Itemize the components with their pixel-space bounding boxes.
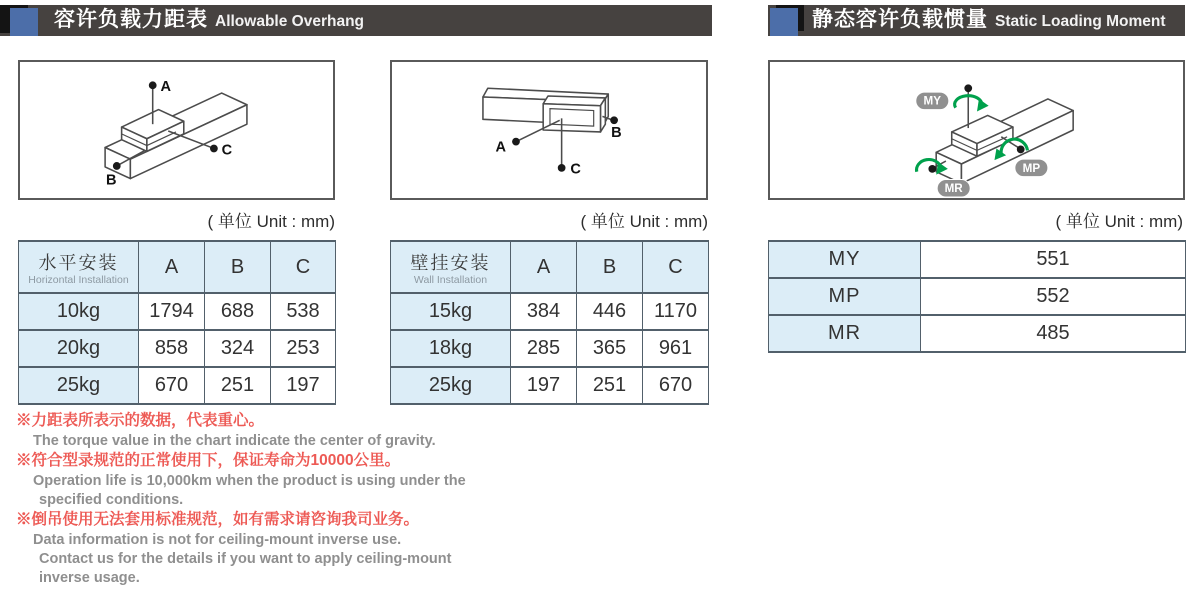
cell-value: 251 <box>577 367 643 404</box>
wall-installation-diagram <box>390 60 708 200</box>
row-label: MR <box>769 315 921 352</box>
unit-label: ( 单位 Unit : mm) <box>207 212 335 231</box>
note-zh: ※符合型录规范的正常使用下，保证寿命为10000公里。 <box>16 452 401 469</box>
table-row <box>769 241 1186 278</box>
table-row <box>769 278 1186 315</box>
cell-value: 858 <box>139 330 205 367</box>
row-label: 10kg <box>19 293 139 330</box>
dimension-b-label: B <box>106 172 117 189</box>
row-label: 20kg <box>19 330 139 367</box>
dimension-a-leader <box>496 120 560 155</box>
column-header-a: A <box>511 241 577 293</box>
row-label: 15kg <box>391 293 511 330</box>
table-title-en: Wall Installation <box>413 273 488 286</box>
section-title-en: Static Loading Moment <box>995 13 1166 30</box>
column-header-b: B <box>577 241 643 293</box>
table-title-zh: 壁挂安装 <box>410 252 491 273</box>
column-header-c: C <box>271 241 336 293</box>
note-en: The torque value in the chart indicate the center of gravity. <box>33 433 436 449</box>
section-title-zh: 容许负载力距表 <box>54 8 208 31</box>
cell-value: 538 <box>271 293 336 330</box>
note-zh: ※力距表所表示的数据，代表重心。 <box>16 412 265 429</box>
cell-value: 961 <box>643 330 709 367</box>
section-title-zh: 静态容许负载惯量 <box>812 8 988 31</box>
cell-value: 446 <box>577 293 643 330</box>
table-header-title <box>19 241 139 293</box>
cell-value: 670 <box>643 367 709 404</box>
cell-value: 253 <box>271 330 336 367</box>
moment-mp-label: MP <box>1022 161 1041 175</box>
table-row <box>19 293 336 330</box>
table-row <box>769 315 1186 352</box>
column-header-b: B <box>205 241 271 293</box>
header-blue-square <box>10 8 38 36</box>
horizontal-installation-table <box>18 240 336 405</box>
table-header-row <box>19 241 336 293</box>
cell-value: 552 <box>921 278 1186 315</box>
section-header-static-loading-moment <box>768 5 1185 36</box>
unit-label: ( 单位 Unit : mm) <box>580 212 708 231</box>
dimension-b-label: B <box>611 124 622 141</box>
note-en: Contact us for the details if you want to apply ceiling-mount <box>39 551 452 567</box>
cell-value: 1794 <box>139 293 205 330</box>
note-en: specified conditions. <box>39 492 184 508</box>
cell-value: 197 <box>271 367 336 404</box>
header-blue-square <box>770 8 798 36</box>
row-label: MY <box>769 241 921 278</box>
cell-value: 551 <box>921 241 1186 278</box>
table-title-en: Horizontal Installation <box>28 273 129 286</box>
table-row <box>391 367 709 404</box>
note-en: Data information is not for ceiling-mount inverse use. <box>33 532 402 548</box>
table-row <box>391 293 709 330</box>
table-row <box>19 367 336 404</box>
table-row <box>19 330 336 367</box>
slider-drawing <box>543 96 605 132</box>
column-header-a: A <box>139 241 205 293</box>
column-header-c: C <box>643 241 709 293</box>
dimension-c-label: C <box>221 142 233 159</box>
static-loading-moment-diagram <box>768 60 1185 200</box>
cell-value: 384 <box>511 293 577 330</box>
cell-value: 1170 <box>643 293 709 330</box>
dimension-a-label: A <box>160 79 172 96</box>
moment-my-label: MY <box>923 94 942 108</box>
cell-value: 365 <box>577 330 643 367</box>
note-en: Operation life is 10,000km when the product is using under the <box>33 473 466 489</box>
wall-installation-table <box>390 240 709 405</box>
section-header-allowable-overhang <box>0 5 712 36</box>
row-label: 18kg <box>391 330 511 367</box>
cell-value: 485 <box>921 315 1186 352</box>
row-label: 25kg <box>19 367 139 404</box>
footnotes <box>16 411 516 588</box>
note-zh: ※倒吊使用无法套用标准规范，如有需求请咨询我司业务。 <box>16 511 420 528</box>
table-title-zh: 水平安装 <box>38 252 119 273</box>
table-row <box>391 330 709 367</box>
table-header-row <box>391 241 709 293</box>
cell-value: 324 <box>205 330 271 367</box>
row-label: MP <box>769 278 921 315</box>
cell-value: 670 <box>139 367 205 404</box>
section-title-en: Allowable Overhang <box>215 13 365 30</box>
cell-value: 688 <box>205 293 271 330</box>
static-loading-moment-table <box>768 240 1186 353</box>
unit-label: ( 单位 Unit : mm) <box>1055 212 1183 231</box>
cell-value: 251 <box>205 367 271 404</box>
horizontal-installation-diagram <box>18 60 335 200</box>
dimension-a-label: A <box>495 139 507 156</box>
table-header-title <box>391 241 511 293</box>
row-label: 25kg <box>391 367 511 404</box>
cell-value: 285 <box>511 330 577 367</box>
moment-mr-label: MR <box>944 182 963 196</box>
note-en: inverse usage. <box>39 570 140 586</box>
cell-value: 197 <box>511 367 577 404</box>
dimension-c-label: C <box>570 161 581 178</box>
